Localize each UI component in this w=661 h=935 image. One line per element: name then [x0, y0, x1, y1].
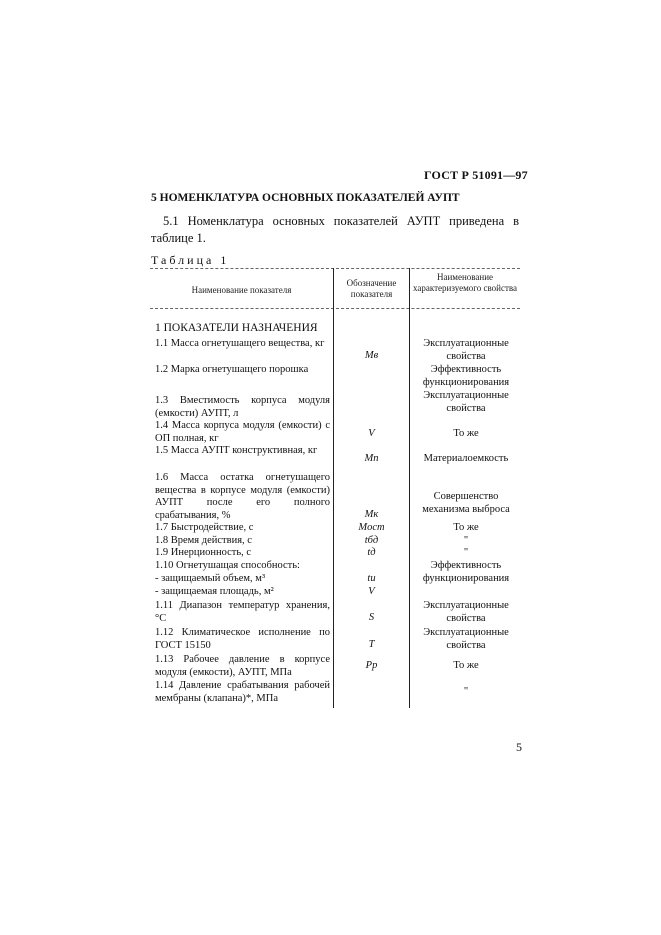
table — [150, 268, 520, 708]
indicator-name: 1.9 Инерционность, с — [155, 547, 252, 558]
table-top-rule — [150, 268, 520, 269]
indicator-name: 1.3 Вместимость корпуса модуля (емкости) АУПТ, л — [155, 395, 330, 419]
page-number: 5 — [516, 740, 522, 754]
indicator-property: Эффективность функционирования — [422, 560, 510, 584]
indicator-property: Эксплуатационные свойства — [423, 390, 509, 414]
table-header-property: Наименование характеризуемого свойства — [412, 272, 518, 293]
indicator-symbol: Mк — [364, 509, 379, 520]
indicator-symbol: V — [368, 428, 375, 439]
indicator-name: - защищаемая площадь, м² — [155, 586, 274, 597]
indicator-name: 1.14 Давление срабатывания рабочей мембраны (клапана)*, МПа — [155, 680, 330, 704]
indicator-property: То же — [453, 428, 479, 439]
indicator-property: Эксплуатационные свойства — [423, 338, 509, 362]
indicator-name: 1.8 Время действия, с — [155, 535, 252, 546]
indicator-symbol: Pр — [365, 660, 378, 671]
indicator-name: 1.4 Масса корпуса модуля (емкости) с ОП полная, кг — [155, 420, 330, 444]
indicator-name: 1.12 Климатическое исполнение по ГОСТ 15150 — [155, 627, 330, 651]
indicator-property: То же — [453, 522, 479, 533]
indicator-name: 1.1 Масса огнетушащего вещества, кг — [155, 338, 325, 349]
table-caption: Таблица 1 — [151, 253, 230, 267]
table-header-symbol: Обозначение показателя — [346, 278, 397, 299]
indicator-property: Эксплуатационные свойства — [423, 600, 509, 624]
indicator-property: Эксплуатационные свойства — [423, 627, 509, 651]
column-divider — [409, 268, 410, 708]
indicator-name: 1.10 Огнетушащая способность: — [155, 560, 300, 571]
indicator-symbol: T — [368, 639, 375, 650]
indicator-symbol: tи — [367, 573, 376, 584]
indicator-symbol: S — [368, 612, 375, 623]
indicator-symbol: Mост — [358, 522, 385, 533]
indicator-property: Эффективность функционирования — [422, 364, 510, 388]
indicator-property: Материалоемкость — [423, 453, 509, 464]
indicator-symbol: tд — [367, 547, 376, 558]
indicator-property: Совершенство механизма выброса — [422, 491, 510, 515]
indicator-symbol: Mв — [364, 350, 379, 361]
standard-number: ГОСТ Р 51091—97 — [424, 168, 528, 182]
indicator-property: " — [463, 535, 469, 546]
indicator-symbol: tбд — [364, 535, 379, 546]
indicator-name: 1.13 Рабочее давление в корпусе модуля (емкости), АУПТ, МПа — [155, 654, 330, 678]
table-header-rule — [150, 308, 520, 309]
indicator-symbol: Mп — [364, 453, 379, 464]
indicator-name: 1.6 Масса остатка огнетушащего вещества в корпусе модуля (емкости) АУПТ после его полного срабатывания, % — [155, 472, 330, 521]
section-heading: 5 НОМЕНКЛАТУРА ОСНОВНЫХ ПОКАЗАТЕЛЕЙ АУПТ — [151, 192, 460, 204]
indicator-name: - защищаемый объем, м³ — [155, 573, 266, 584]
indicator-property: " — [463, 547, 469, 558]
indicator-property: То же — [453, 660, 479, 671]
indicator-name: 1.5 Масса АУПТ конструктивная, кг — [155, 445, 318, 456]
indicator-name: 1.2 Марка огнетушащего порошка — [155, 364, 309, 375]
indicator-name: 1.7 Быстродействие, с — [155, 522, 254, 533]
table-header-name: Наименование показателя — [191, 285, 292, 295]
indicator-name: 1.11 Диапазон температур хранения, °С — [155, 600, 330, 624]
indicator-property: " — [463, 686, 469, 697]
indicator-name: 1 ПОКАЗАТЕЛИ НАЗНАЧЕНИЯ — [155, 322, 318, 334]
indicator-symbol: V — [368, 586, 375, 597]
intro-paragraph: 5.1 Номенклатура основных показателей АУПТ приведена в таблице 1. — [151, 214, 519, 245]
